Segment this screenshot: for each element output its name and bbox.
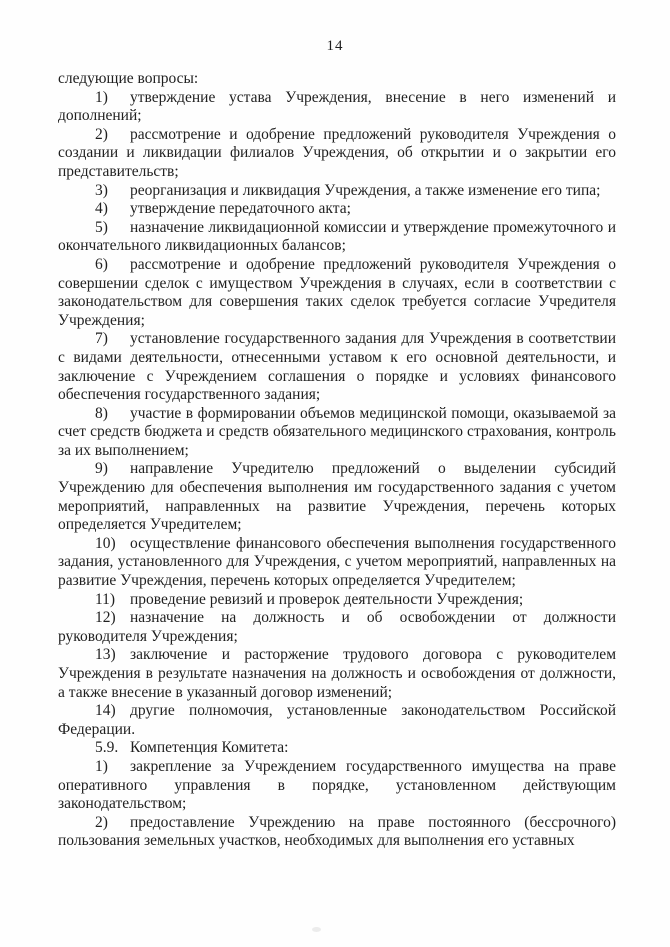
item-number: 2) xyxy=(95,125,108,143)
section-number: 5.9. xyxy=(95,739,119,757)
item-text: закрепление за Учреждением государственного имущества на праве оперативного управления в порядке, установленном действующим законодательством; xyxy=(58,757,616,813)
paragraph-continuation xyxy=(58,70,616,89)
list-item-7 xyxy=(58,330,616,404)
list-item-13 xyxy=(58,646,616,702)
item-text: осуществление финансового обеспечения выполнения государственного задания, установленного для Учреждения, с учетом мероприятий, направленных на развитие Учреждения, перечень которых определяется Учредителем; xyxy=(58,534,616,590)
item-text: назначение ликвидационной комиссии и утверждение промежуточного и окончательного ликвидационных балансов; xyxy=(58,218,616,255)
list-item-3 xyxy=(58,182,616,201)
item-text: предоставление Учреждению на праве постоянного (бессрочного) пользования земельных участков, необходимых для выполнения его уставных xyxy=(58,813,616,850)
item-number: 14) xyxy=(95,702,116,720)
item-number: 6) xyxy=(95,255,108,273)
list-item-9 xyxy=(58,460,616,534)
item-text: утверждение передаточного акта; xyxy=(130,200,351,218)
item-text: установление государственного задания для Учреждения в соответствии с видами деятельности, отнесенными уставом к его основной деятельности, и заключение с Учреждением соглашения о порядке и условиях финансового обеспечения государственного задания; xyxy=(58,330,616,404)
item-text: проведение ревизий и проверок деятельности Учреждения; xyxy=(130,590,524,608)
section-5-9 xyxy=(58,739,616,758)
list-item-2 xyxy=(58,126,616,182)
sublist-item-1 xyxy=(58,758,616,814)
item-text: назначение на должность и об освобождении от должности руководителя Учреждения; xyxy=(58,609,616,645)
item-text: утверждение устава Учреждения, внесение в него изменений и дополнений; xyxy=(58,88,616,125)
item-number: 8) xyxy=(95,404,108,422)
page-number: 14 xyxy=(326,38,344,54)
paragraph-text: следующие вопросы: xyxy=(58,70,199,87)
item-number: 10) xyxy=(95,534,116,552)
list-item-10 xyxy=(58,535,616,591)
list-item-1 xyxy=(58,89,616,126)
page-content xyxy=(58,70,616,851)
item-number: 12) xyxy=(95,609,116,627)
item-text: заключение и расторжение трудового договора с руководителем Учреждения в результате назначения на должность и освобождения от должности, а также внесение в указанный договор изменений; xyxy=(58,646,616,701)
item-text: другие полномочия, установленные законодательством Российской Федерации. xyxy=(58,702,616,738)
list-item-6 xyxy=(58,256,616,330)
item-number: 1) xyxy=(95,757,108,775)
list-item-14 xyxy=(58,702,616,739)
item-number: 7) xyxy=(95,330,108,348)
item-number: 3) xyxy=(95,181,108,199)
item-number: 4) xyxy=(95,200,108,218)
list-item-5 xyxy=(58,219,616,256)
list-item-11 xyxy=(58,591,616,610)
item-text: рассмотрение и одобрение предложений руководителя Учреждения о совершении сделок с имуществом Учреждения в случаях, если в соответствии с законодательством для совершения таких сделок требуется согласие Учредителя Учреждения; xyxy=(58,255,616,329)
sublist-item-2 xyxy=(58,814,616,851)
item-text: реорганизация и ликвидация Учреждения, а также изменение его типа; xyxy=(130,181,601,199)
item-number: 1) xyxy=(95,88,108,106)
item-number: 11) xyxy=(95,590,116,608)
item-number: 9) xyxy=(95,460,108,478)
scan-artifact xyxy=(312,927,321,932)
list-item-12 xyxy=(58,609,616,646)
item-text: направление Учредителю предложений о выделении субсидий Учреждению для обеспечения выполнения им государственного задания с учетом мероприятий, направленных на развитие Учреждения, перечень которых определяется Учредителем; xyxy=(58,460,616,534)
item-text: рассмотрение и одобрение предложений руководителя Учреждения о создании и ликвидации филиалов Учреждения, об открытии и о закрытии его представительств; xyxy=(58,125,616,180)
section-title: Компетенция Комитета: xyxy=(130,739,289,757)
list-item-4 xyxy=(58,200,616,219)
list-item-8 xyxy=(58,405,616,461)
item-number: 2) xyxy=(95,813,108,831)
item-number: 13) xyxy=(95,646,116,664)
item-number: 5) xyxy=(95,218,108,236)
item-text: участие в формировании объемов медицинской помощи, оказываемой за счет средств бюджета и средств обязательного медицинского страхования, контроль за их выполнением; xyxy=(58,404,616,459)
